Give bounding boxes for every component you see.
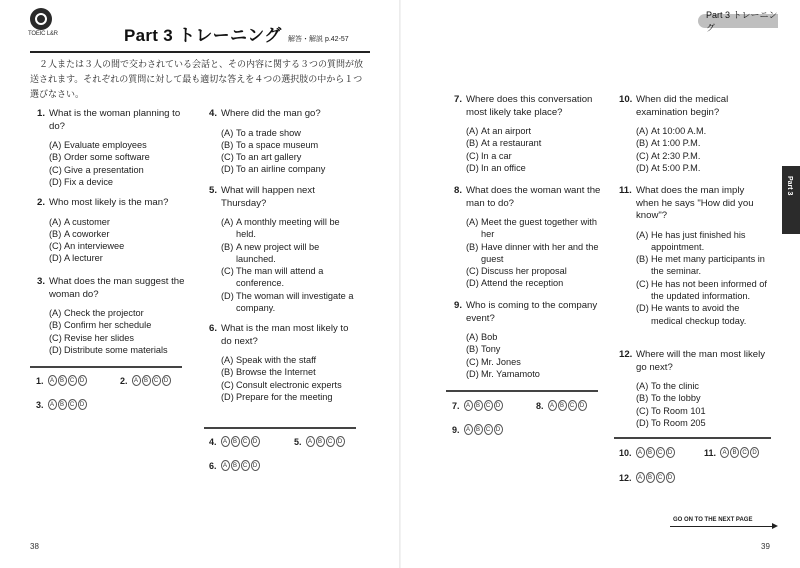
answer-row-7[interactable]: 7. A B C D [452, 400, 503, 411]
option-d: (D) A lecturer [49, 253, 103, 264]
bubble-a[interactable]: A [636, 472, 645, 483]
question-text: Where will the man most likely go next? [636, 349, 766, 373]
bubble-b[interactable]: B [58, 399, 67, 410]
question-number: 12. [619, 349, 633, 360]
page-title: Part 3 トレーニング [124, 26, 282, 45]
question-8 [454, 185, 604, 290]
question-number: 1. [37, 108, 46, 119]
bubble-d[interactable]: D [336, 436, 345, 447]
bubble-b[interactable]: B [474, 424, 483, 435]
bubble-a[interactable]: A [48, 399, 57, 410]
option-b: (B) At a restaurant [466, 138, 542, 149]
option-a: (A) Evaluate employees [49, 140, 147, 150]
bubble-a[interactable]: A [636, 447, 645, 458]
bubble-d[interactable]: D [251, 436, 260, 447]
answer-row-1[interactable]: 1. A B C D [36, 375, 87, 386]
option-a: (A) Bob [466, 332, 498, 342]
question-text: What does the man suggest the woman do? [49, 276, 185, 300]
option-b: (B) At 1:00 P.M. [636, 138, 701, 149]
right-page [400, 0, 800, 568]
option-d: (D) In an office [466, 162, 526, 173]
option-c: (C) Discuss her proposal [466, 266, 567, 277]
answer-row-5[interactable]: 5. A B C D [294, 436, 345, 447]
option-c: (C) The man will attend a conference. [221, 266, 324, 289]
answer-row-4[interactable]: 4. A B C D [209, 436, 260, 447]
question-number: 3. [37, 276, 46, 287]
answer-row-6[interactable]: 6. A B C D [209, 460, 260, 471]
page-number: 38 [30, 542, 39, 551]
question-number: 6. [209, 323, 218, 334]
option-b: (B) A coworker [49, 228, 110, 239]
question-12 [619, 349, 771, 429]
side-tab-label: Part 3 [786, 176, 793, 196]
option-b: (B) Have dinner with her and the guest [466, 241, 599, 264]
question-text: When did the medical examination begin? [636, 94, 729, 118]
option-d: (D) To Room 205 [636, 417, 706, 428]
bubble-d[interactable]: D [494, 424, 503, 435]
option-b: (B) To the lobby [636, 393, 701, 404]
bubble-a[interactable]: A [548, 400, 557, 411]
bubble-b[interactable]: B [316, 436, 325, 447]
bubble-b[interactable]: B [231, 436, 240, 447]
answer-row-8[interactable]: 8. A B C D [536, 400, 587, 411]
question-11 [619, 185, 769, 327]
question-3 [37, 276, 187, 356]
option-c: (C) He has not been informed of the updated information. [636, 278, 767, 301]
question-number: 11. [619, 185, 632, 196]
question-text: What does the man imply when he says "How did you know"? [636, 185, 754, 221]
bubble-a[interactable]: A [464, 400, 473, 411]
question-number: 10. [619, 94, 633, 105]
option-b: (B) Order some software [49, 152, 150, 163]
option-b: (B) To a space museum [221, 139, 319, 150]
option-a: (A) At 10:00 A.M. [636, 126, 707, 136]
answer-row-2[interactable]: 2. A B C D [120, 375, 171, 386]
bubble-c[interactable]: C [656, 447, 665, 458]
bubble-d[interactable]: D [750, 447, 759, 458]
question-number: 8. [454, 185, 463, 196]
option-b: (B) Browse the Internet [221, 367, 316, 378]
option-d: (D) Mr. Yamamoto [466, 368, 540, 379]
question-9 [454, 300, 604, 380]
go-on-next-page: GO ON TO THE NEXT PAGE [673, 517, 753, 523]
option-d: (D) Fix a device [49, 176, 114, 187]
question-number: 2. [37, 197, 46, 208]
option-d: (D) Attend the reception [466, 278, 564, 289]
option-d: (D) Prepare for the meeting [221, 391, 333, 402]
bubble-c[interactable]: C [656, 472, 665, 483]
option-c: (C) At 2:30 P.M. [636, 150, 701, 161]
option-c: (C) Consult electronic experts [221, 379, 342, 390]
option-d: (D) To an airline company [221, 164, 326, 175]
bubble-a[interactable]: A [464, 424, 473, 435]
option-a: (A) He has just finished his appointment. [636, 229, 746, 252]
bubble-a[interactable]: A [132, 375, 141, 386]
question-4 [209, 108, 359, 176]
question-number: 7. [454, 94, 463, 105]
option-c: (C) An interviewee [49, 241, 125, 252]
question-5 [209, 185, 359, 314]
bubble-b[interactable]: B [142, 375, 151, 386]
bubble-b[interactable]: B [474, 400, 483, 411]
question-7 [454, 94, 604, 174]
bubble-a[interactable]: A [221, 460, 230, 471]
bubble-c[interactable]: C [68, 399, 77, 410]
bubble-b[interactable]: B [646, 447, 655, 458]
page-number: 39 [761, 542, 770, 551]
answer-row-10[interactable]: 10. A B C D [619, 447, 675, 458]
option-a: (A) Check the projector [49, 308, 144, 318]
option-a: (A) At an airport [466, 126, 532, 136]
option-b: (B) A new project will be launched. [221, 241, 320, 264]
bubble-d[interactable]: D [578, 400, 587, 411]
bubble-d[interactable]: D [666, 472, 675, 483]
question-text: Where does this conversation most likely take place? [466, 94, 593, 118]
option-a: (A) To a trade show [221, 127, 301, 138]
option-c: (C) In a car [466, 150, 512, 161]
bubble-b[interactable]: B [58, 375, 67, 386]
bubble-c[interactable]: C [568, 400, 577, 411]
header-divider [30, 51, 370, 53]
bubble-d[interactable]: D [78, 399, 87, 410]
bubble-d[interactable]: D [162, 375, 171, 386]
bubble-c[interactable]: C [484, 424, 493, 435]
bubble-d[interactable]: D [666, 447, 675, 458]
bubble-a[interactable]: A [720, 447, 729, 458]
answer-row-12[interactable]: 12. A B C D [619, 472, 675, 483]
bubble-a[interactable]: A [48, 375, 57, 386]
bubble-d[interactable]: D [251, 460, 260, 471]
question-text: Who most likely is the man? [49, 197, 169, 208]
answer-sheet-divider [614, 437, 771, 439]
arrow-right-icon [670, 526, 776, 527]
logo-icon [30, 8, 52, 30]
option-c: (C) Revise her slides [49, 332, 134, 343]
instructions: ２人または３人の間で交わされている会話と、その内容に関する３つの質問が放送されます。それぞれの質問に対して最も適切な答えを４つの選択肢の中から１つ選びなさい。 [30, 60, 364, 100]
question-10 [619, 94, 771, 174]
answer-row-11[interactable]: 11. A B C D [704, 447, 759, 458]
answer-row-3[interactable]: 3. A B C D [36, 399, 87, 410]
question-text: Who is coming to the company event? [466, 300, 598, 324]
option-a: (A) A customer [49, 216, 110, 227]
option-b: (B) Confirm her schedule [49, 320, 152, 331]
bubble-c[interactable]: C [484, 400, 493, 411]
part-tab: Part 3 トレーニング [698, 14, 778, 28]
bubble-c[interactable]: C [68, 375, 77, 386]
question-text: Where did the man go? [221, 108, 321, 119]
answer-sheet-divider [204, 427, 356, 429]
bubble-a[interactable]: A [306, 436, 315, 447]
bubble-d[interactable]: D [494, 400, 503, 411]
question-1 [37, 108, 187, 188]
question-text: What is the woman planning to do? [49, 108, 181, 132]
side-tab [782, 166, 800, 234]
answer-reference: 解答・解説 p.42-57 [288, 36, 349, 43]
question-text: What does the woman want the man to do? [466, 185, 601, 209]
bubble-c[interactable]: C [740, 447, 749, 458]
bubble-c[interactable]: C [241, 460, 250, 471]
answer-sheet-divider [30, 366, 182, 368]
question-text: What is the man most likely to do next? [221, 323, 349, 347]
option-d: (D) At 5:00 P.M. [636, 162, 701, 173]
option-b: (B) Tony [466, 344, 501, 355]
option-a: (A) A monthly meeting will be held. [221, 217, 340, 240]
bubble-b[interactable]: B [730, 447, 739, 458]
bubble-c[interactable]: C [326, 436, 335, 447]
bubble-c[interactable]: C [152, 375, 161, 386]
bubble-a[interactable]: A [221, 436, 230, 447]
question-number: 4. [209, 108, 218, 119]
bubble-b[interactable]: B [558, 400, 567, 411]
question-number: 9. [454, 300, 463, 311]
answer-row-9[interactable]: 9. A B C D [452, 424, 503, 435]
option-d: (D) The woman will investigate a company. [221, 290, 354, 314]
question-6 [209, 323, 359, 403]
logo-label: TOEIC L&R [28, 31, 58, 37]
question-2 [37, 197, 187, 265]
question-text: What will happen next Thursday? [221, 185, 315, 209]
question-number: 5. [209, 185, 218, 196]
option-a: (A) To the clinic [636, 381, 699, 391]
answer-sheet-divider [446, 390, 598, 392]
option-b: (B) He met many participants in the seminar. [636, 254, 765, 277]
bubble-b[interactable]: B [646, 472, 655, 483]
option-a: (A) Speak with the staff [221, 355, 317, 365]
option-d: (D) He wants to avoid the medical checkup today. [636, 303, 747, 326]
option-c: (C) To Room 101 [636, 405, 706, 416]
option-a: (A) Meet the guest together with her [466, 217, 597, 240]
option-c: (C) To an art gallery [221, 152, 302, 163]
bubble-b[interactable]: B [231, 460, 240, 471]
option-c: (C) Give a presentation [49, 164, 144, 175]
bubble-c[interactable]: C [241, 436, 250, 447]
option-c: (C) Mr. Jones [466, 356, 521, 367]
option-d: (D) Distribute some materials [49, 344, 168, 355]
bubble-d[interactable]: D [78, 375, 87, 386]
